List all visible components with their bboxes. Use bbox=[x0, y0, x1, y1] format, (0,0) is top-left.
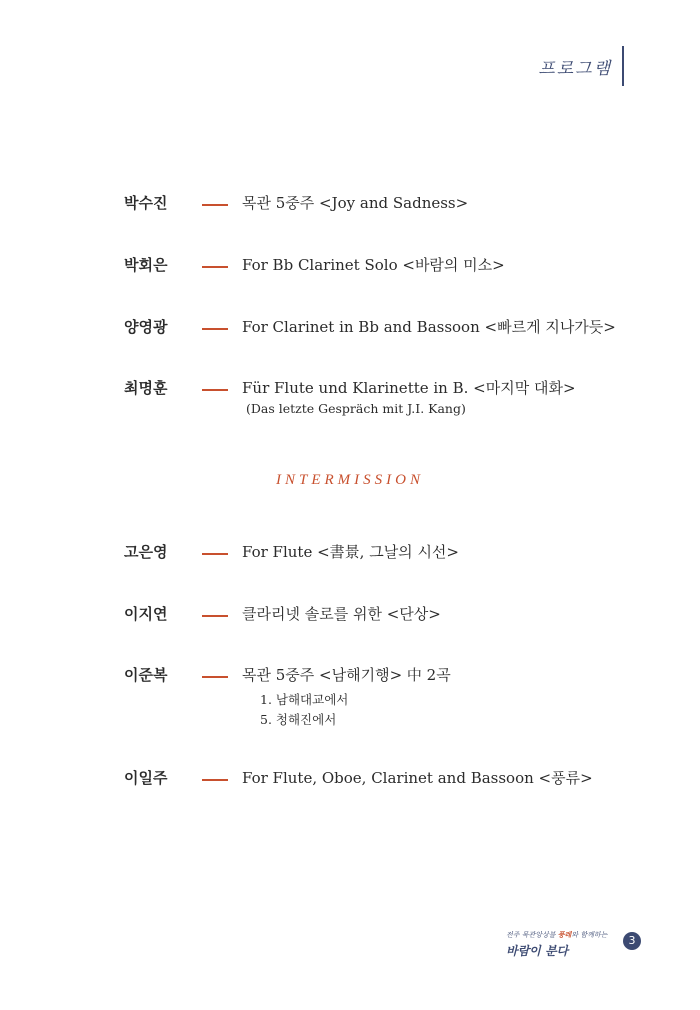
separator-dash bbox=[202, 266, 228, 268]
header-rule bbox=[622, 46, 624, 86]
separator-dash bbox=[202, 389, 228, 391]
work-title: For Flute, Oboe, Clarinet and Bassoon <풍류> bbox=[242, 769, 593, 787]
composer-name: 최명훈 bbox=[124, 379, 168, 397]
movement-item: 5. 청해진에서 bbox=[260, 712, 337, 727]
footer-suffix: 와 함께하는 bbox=[571, 931, 608, 939]
footer-concert-title: 바람이 분다 bbox=[506, 944, 569, 958]
separator-dash bbox=[202, 204, 228, 206]
footer-brand: 풍레 bbox=[557, 931, 572, 939]
separator-dash bbox=[202, 328, 228, 330]
composer-name: 양영광 bbox=[124, 318, 168, 336]
composer-name: 박회은 bbox=[124, 256, 168, 274]
composer-name: 박수진 bbox=[124, 194, 168, 212]
composer-name: 이일주 bbox=[124, 769, 168, 787]
intermission-heading: INTERMISSION bbox=[276, 472, 424, 488]
work-title: Für Flute und Klarinette in B. <마지막 대화> bbox=[242, 379, 576, 397]
footer-ensemble: 전주 목관앙상블 bbox=[506, 931, 556, 939]
composer-name: 이준복 bbox=[124, 666, 168, 684]
work-title: 클라리넷 솔로를 위한 <단상> bbox=[242, 605, 441, 623]
separator-dash bbox=[202, 553, 228, 555]
page-number-badge: 3 bbox=[623, 932, 641, 950]
work-title: For Clarinet in Bb and Bassoon <빠르게 지나가듯> bbox=[242, 318, 616, 336]
composer-name: 고은영 bbox=[124, 543, 168, 561]
work-title: 목관 5중주 <남해기행> 中 2곡 bbox=[242, 666, 451, 684]
work-title: For Bb Clarinet Solo <바람의 미소> bbox=[242, 256, 505, 274]
separator-dash bbox=[202, 615, 228, 617]
footer-tagline bbox=[506, 930, 607, 940]
work-title: 목관 5중주 <Joy and Sadness> bbox=[242, 194, 469, 212]
footer bbox=[506, 930, 646, 966]
page-header bbox=[538, 46, 624, 86]
separator-dash bbox=[202, 779, 228, 781]
section-title: 프로그램 bbox=[538, 58, 612, 79]
work-subtitle: (Das letzte Gespräch mit J.I. Kang) bbox=[246, 401, 466, 416]
movement-item: 1. 남해대교에서 bbox=[260, 692, 349, 707]
separator-dash bbox=[202, 676, 228, 678]
work-title: For Flute <書景, 그날의 시선> bbox=[242, 543, 459, 561]
composer-name: 이지연 bbox=[124, 605, 168, 623]
